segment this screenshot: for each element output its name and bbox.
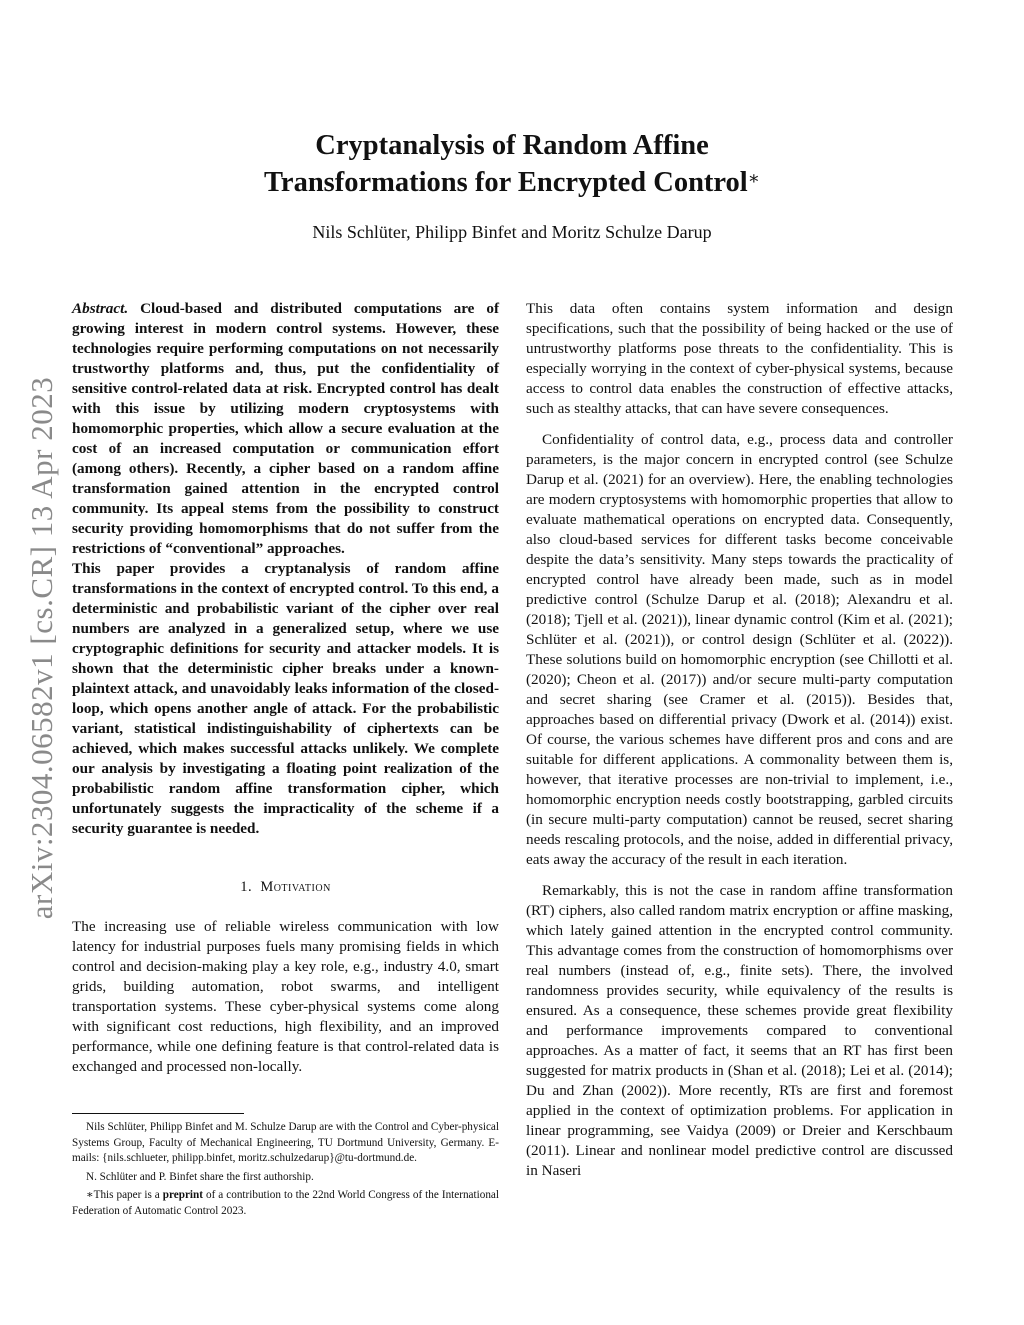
arxiv-identifier [22,348,62,948]
footnote-authorship: N. Schlüter and P. Binfet share the first authorship. [86,1170,314,1183]
footnote-affiliation: Nils Schlüter, Philipp Binfet and M. Schulze Darup are with the Control and Cyber-physical Systems Group, Faculty of Mechanical Engineering, TU Dortmund University, Germany. E-mails: {nils.schlueter, philipp.binfet, moritz.schulzedarup}@tu-dortmund.de. [72,1121,499,1164]
author-list: Nils Schlüter, Philipp Binfet and Moritz Schulze Darup [312,222,712,242]
title-line-2 [0,164,1024,201]
right-paragraph-3: Remarkably, this is not the case in random affine transformation (RT) ciphers, also called random matrix encryption or affine masking, which lately gained attention in the encrypted control community. This advantage comes from the construction of homomorphisms over real numbers (instead of, e.g., finite sets). There, the involved randomness provides security, while equivalency of the results is ensured. As a consequence, these schemes provide great flexibility and performance improvements compared to conventional approaches. As a matter of fact, it seems that an RT has first been suggested for matrix products in (Shan et al. (2018); Lei et al. (2014); Du and Zhan (2002)). More recently, RTs are first and foremost applied in the context of optimization problems. For application in linear programming, see Vaidya (2009) or Dreier and Kerschbaum (2011). Linear and nonlinear model predictive control are discussed in Naseri [526,882,953,1179]
section-number: 1. [240,879,253,895]
motivation-paragraph-1: The increasing use of reliable wireless communication with low latency for industrial purposes fuels many promising fields in which control and decision-making play a key role, e.g., industry 4.0, smart grids, building automation, robot swarms, and intelligent transportation systems. These cyber-physical systems come along with significant cost reductions, high flexibility, and an improved performance, while one defining feature is that control-related data is exchanged and processed non-locally. [72,918,499,1075]
section-title: Motivation [260,879,331,895]
section-heading-motivation [72,877,499,897]
footnotes [72,1113,499,1222]
arxiv-identifier-text: arXiv:2304.06582v1 [cs.CR] 13 Apr 2023 [24,376,59,920]
right-paragraph-2: Confidentiality of control data, e.g., process data and controller parameters, is the major concern in encrypted control (see Schulze Darup et al. (2021) for an overview). Here, the enabling technologies are modern cryptosystems with homomorphic properties that allow to evaluate mathematical operations on encrypted data. Consequently, also cloud-based services for different tasks become conceivable despite the data’s sensitivity. Many steps towards the practicality of encrypted control have already been made, such as in model predictive control (Schulze Darup et al. (2018); Alexandru et al. (2018); Tjell et al. (2021)), linear dynamic control (Kim et al. (2021); Schlüter et al. (2021)), or control design (Schlüter et al. (2022)). These solutions build on homomorphic encryption (see Chillotti et al. (2020); Cheon et al. (2017)) and/or secure multi-party computation and secret sharing (see Cramer et al. (2015)). Besides that, approaches based on differential privacy (Dwork et al. (2014)) exist. Of course, the various schemes have different pros and cons and are suitable for different applications. A commonality between them is, however, that iterative processes are non-trivial to implement, i.e., homomorphic encryption needs costly bootstrapping, garbled circuits (in secure multi-party computation) cannot be reused, secret sharing needs rescaling protocols, and the noise, added in differential privacy, eats away the accuracy of the result in each iteration. [526,431,953,868]
title-line-2-text: Transformations for Encrypted Control [264,167,748,198]
right-column [526,299,953,1192]
title-footnote-mark: ∗ [747,168,760,188]
footnote-rule [72,1113,244,1114]
abstract-paragraph-1: Abstract. Cloud-based and distributed computations are of growing interest in modern control systems. However, these technologies require performing computations on not necessarily trustworthy platforms and, thus, put the confidentiality of sensitive control-related data at risk. Encrypted control has dealt with this issue by utilizing modern cryptosystems with homomorphic properties, which allow a secure evaluation at the cost of an increased computation or communication effort (among others). Recently, a cipher based on a random affine transformation gained attention in the encrypted control community. Its appeal stems from the possibility to construct security providing homomorphisms that do not suffer from the restrictions of “conventional” approaches. [72,300,499,557]
abstract-text-1: Cloud-based and distributed computations are of growing interest in modern control systems. However, these technologies require performing computations on not necessarily trustworthy platforms and, thus, put the confidentiality of sensitive control-related data at risk. Encrypted control has dealt with this issue by utilizing modern cryptosystems with homomorphic properties, which allow a secure evaluation at the cost of an increased computation or communication effort (among others). Recently, a cipher based on a random affine transformation gained attention in the encrypted control community. Its appeal stems from the possibility to construct security providing homomorphisms that do not suffer from the restrictions of “conventional” approaches. [72,300,499,557]
paper-title [0,127,1024,201]
footnote-preprint: ∗This paper is a preprint of a contribution to the 22nd World Congress of the International Federation of Automatic Control 2023. [72,1189,500,1217]
abstract-label: Abstract [72,300,125,317]
right-paragraph-1: This data often contains system information and design specifications, such that the possibility of being hacked or the use of untrustworthy platforms pose threats to the confidentiality. This is especially worrying in the context of cyber-physical systems, because access to control data enables the construction of effective attacks, such as stealthy attacks, that can have severe consequences. [526,300,953,417]
left-column [72,299,499,1077]
abstract [72,299,499,839]
abstract-paragraph-2: This paper provides a cryptanalysis of random affine transformations in the context of encrypted control. To this end, a deterministic and probabilistic variant of the cipher over real numbers are analyzed in a generalized setup, where we use cryptographic definitions for security and attacker models. It is shown that the deterministic cipher breaks under a known-plaintext attack, and unavoidably leaks information of the closed-loop, which opens another angle of attack. For the probabilistic variant, statistical indistinguishability of ciphertexts can be achieved, which makes successful attacks unlikely. We complete our analysis by investigating a floating point realization of the probabilistic random affine transformation cipher, which unfortunately suggests the impracticality of the scheme if a security guarantee is needed. [72,560,499,837]
title-line-1: Cryptanalysis of Random Affine [315,130,709,161]
